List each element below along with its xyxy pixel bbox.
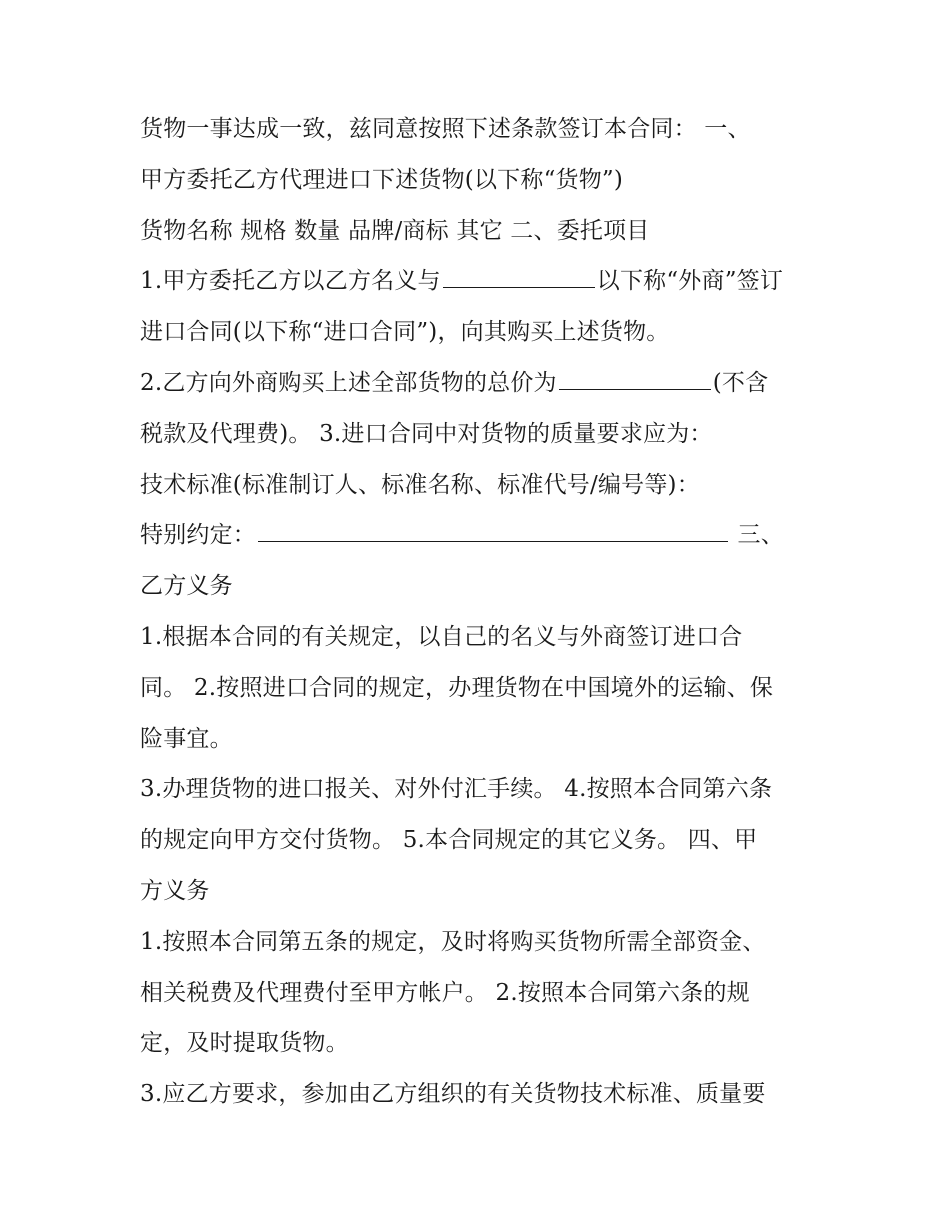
text-line: 货物名称 规格 数量 品牌/商标 其它 二、委托项目 — [140, 217, 650, 244]
text-line: 的规定向甲方交付货物。 5.本合同规定的其它义务。 四、甲 — [140, 827, 758, 854]
text-line — [140, 256, 820, 307]
text-line: 3.应乙方要求，参加由乙方组织的有关货物技术标准、质量要 — [140, 1081, 766, 1108]
text-line: 相关税费及代理费付至甲方帐户。 2.按照本合同第六条的规 — [140, 979, 750, 1006]
text-line: 税款及代理费)。 3.进口合同中对货物的质量要求应为： — [140, 420, 713, 447]
text-line: 同。 2.按照进口合同的规定，办理货物在中国境外的运输、保 — [140, 674, 774, 701]
section-heading: 乙方义务 — [140, 573, 233, 600]
text-line: 定，及时提取货物。 — [140, 1030, 349, 1057]
text-segment: 1.甲方委托乙方以乙方名义与 — [140, 268, 441, 295]
text-segment: (不含 — [712, 369, 769, 396]
text-line — [140, 510, 820, 561]
document-body — [140, 104, 820, 1120]
text-line: 险事宜。 — [140, 725, 233, 752]
text-segment: 2.乙方向外商购买上述全部货物的总价为 — [140, 369, 557, 396]
text-line: 货物一事达成一致，兹同意按照下述条款签订本合同： 一、 — [140, 116, 751, 142]
text-line: 1.按照本合同第五条的规定，及时将购买货物所需全部资金、 — [140, 928, 766, 955]
fill-in-blank-total-price[interactable] — [559, 367, 711, 390]
text-line: 进口合同(以下称“进口合同”)，向其购买上述货物。 — [140, 319, 670, 346]
text-line — [140, 358, 820, 409]
text-segment: 三、 — [730, 522, 784, 549]
fill-in-blank-foreign-merchant[interactable] — [443, 265, 595, 288]
text-line: 技术标准(标准制订人、标准名称、标准代号/编号等)： — [140, 471, 700, 498]
text-segment: 以下称“外商”签订 — [596, 268, 784, 295]
text-line: 甲方委托乙方代理进口下述货物(以下称“货物”) — [140, 166, 624, 193]
text-line: 1.根据本合同的有关规定，以自己的名义与外商签订进口合 — [140, 623, 743, 650]
text-segment: 特别约定： — [140, 522, 256, 549]
text-line: 3.办理货物的进口报关、对外付汇手续。 4.按照本合同第六条 — [140, 776, 773, 803]
fill-in-blank-special-agreement[interactable] — [258, 519, 728, 542]
section-heading: 方义务 — [140, 877, 210, 904]
